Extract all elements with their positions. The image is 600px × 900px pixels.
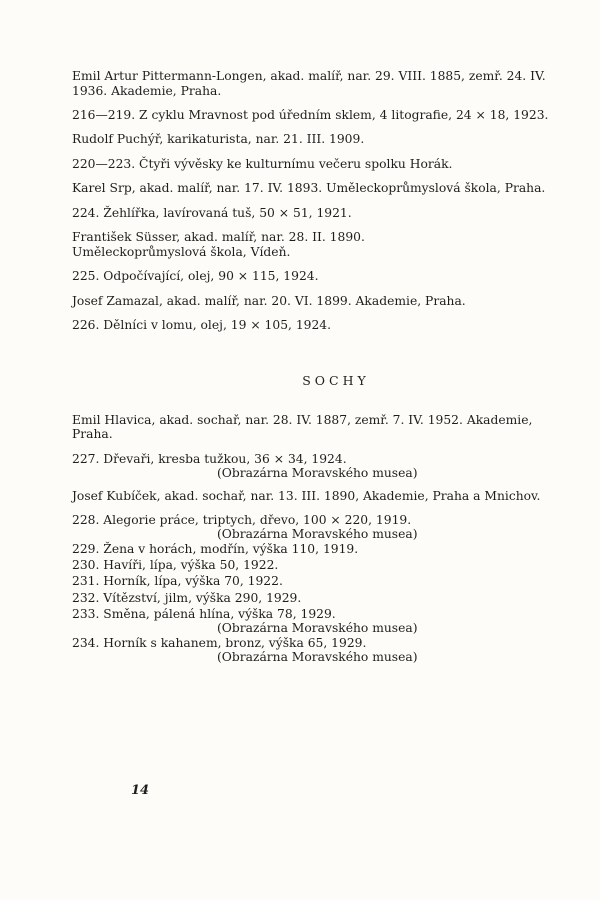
bio-line: Uměleckoprůmyslová škola, Vídeň. [72, 244, 291, 259]
artist-bio [72, 132, 572, 147]
work-item: 228. Alegorie práce, triptych, dřevo, 100 × 220, 1919. [72, 513, 412, 528]
bio-line: Josef Zamazal, akad. malíř, nar. 20. VI. 1899. Akademie, Praha. [72, 293, 466, 308]
bio-line: Rudolf Puchýř, karikaturista, nar. 21. III. 1909. [72, 132, 365, 147]
bio-line: František Süsser, akad. malíř, nar. 28. II. 1890. [72, 230, 365, 245]
work-item: 220—223. Čtyři vývěsky ke kulturnímu večeru spolku Horák. [72, 157, 453, 172]
entry-srp [72, 181, 572, 221]
work-item: 224. Žehlířka, lavírovaná tuš, 50 × 51, 1921. [72, 205, 352, 220]
entry-puchyr [72, 132, 572, 172]
work-item: 216—219. Z cyklu Mravnost pod úředním sklem, 4 litografie, 24 × 18, 1923. [72, 108, 549, 123]
entry-kubicek [72, 489, 572, 664]
entry-susser [72, 230, 572, 284]
artist-bio [72, 489, 572, 504]
collection-note: (Obrazárna Moravského musea) [217, 621, 418, 636]
work-item: 234. Horník s kahanem, bronz, výška 65, 1929. [72, 635, 367, 650]
work-item: 230. Havíři, lípa, výška 50, 1922. [72, 558, 279, 573]
collection-note: (Obrazárna Moravského musea) [217, 650, 418, 665]
catalog-page [72, 69, 572, 663]
bio-line: Josef Kubíček, akad. sochař, nar. 13. III. 1890, Akademie, Praha a Mnichov. [72, 488, 541, 503]
section-heading: SOCHY [302, 372, 370, 388]
bio-line: Praha. [72, 427, 113, 442]
bio-line: Karel Srp, akad. malíř, nar. 17. IV. 1893. Uměleckoprůmyslová škola, Praha. [72, 181, 546, 196]
work-item: 233. Směna, pálená hlína, výška 78, 1929. [72, 607, 336, 622]
bio-line: 1936. Akademie, Praha. [72, 83, 222, 98]
page-number: 14 [131, 783, 150, 798]
work-item: 227. Dřevaři, kresba tužkou, 36 × 34, 1924. [72, 451, 347, 466]
collection-note: (Obrazárna Moravského musea) [217, 527, 418, 542]
artist-bio [72, 181, 572, 196]
work-item: 231. Horník, lípa, výška 70, 1922. [72, 574, 283, 589]
artist-bio [72, 294, 572, 309]
collection-note: (Obrazárna Moravského musea) [217, 466, 418, 481]
work-item: 226. Dělníci v lomu, olej, 19 × 105, 1924. [72, 318, 332, 333]
entry-zamazal [72, 294, 572, 334]
bio-line: Emil Artur Pittermann-Longen, akad. malíř, nar. 29. VIII. 1885, zemř. 24. IV. [72, 69, 546, 83]
artist-bio [72, 69, 572, 98]
entry-pittermann [72, 69, 572, 123]
work-item: 229. Žena v horách, modřín, výška 110, 1919. [72, 541, 359, 556]
artist-bio [72, 413, 572, 442]
artist-bio [72, 230, 572, 259]
work-item: 225. Odpočívající, olej, 90 × 115, 1924. [72, 269, 319, 284]
bio-line: Emil Hlavica, akad. sochař, nar. 28. IV. 1887, zemř. 7. IV. 1952. Akademie, [72, 412, 533, 427]
work-item: 232. Vítězství, jilm, výška 290, 1929. [72, 590, 302, 605]
entry-hlavica [72, 413, 572, 480]
